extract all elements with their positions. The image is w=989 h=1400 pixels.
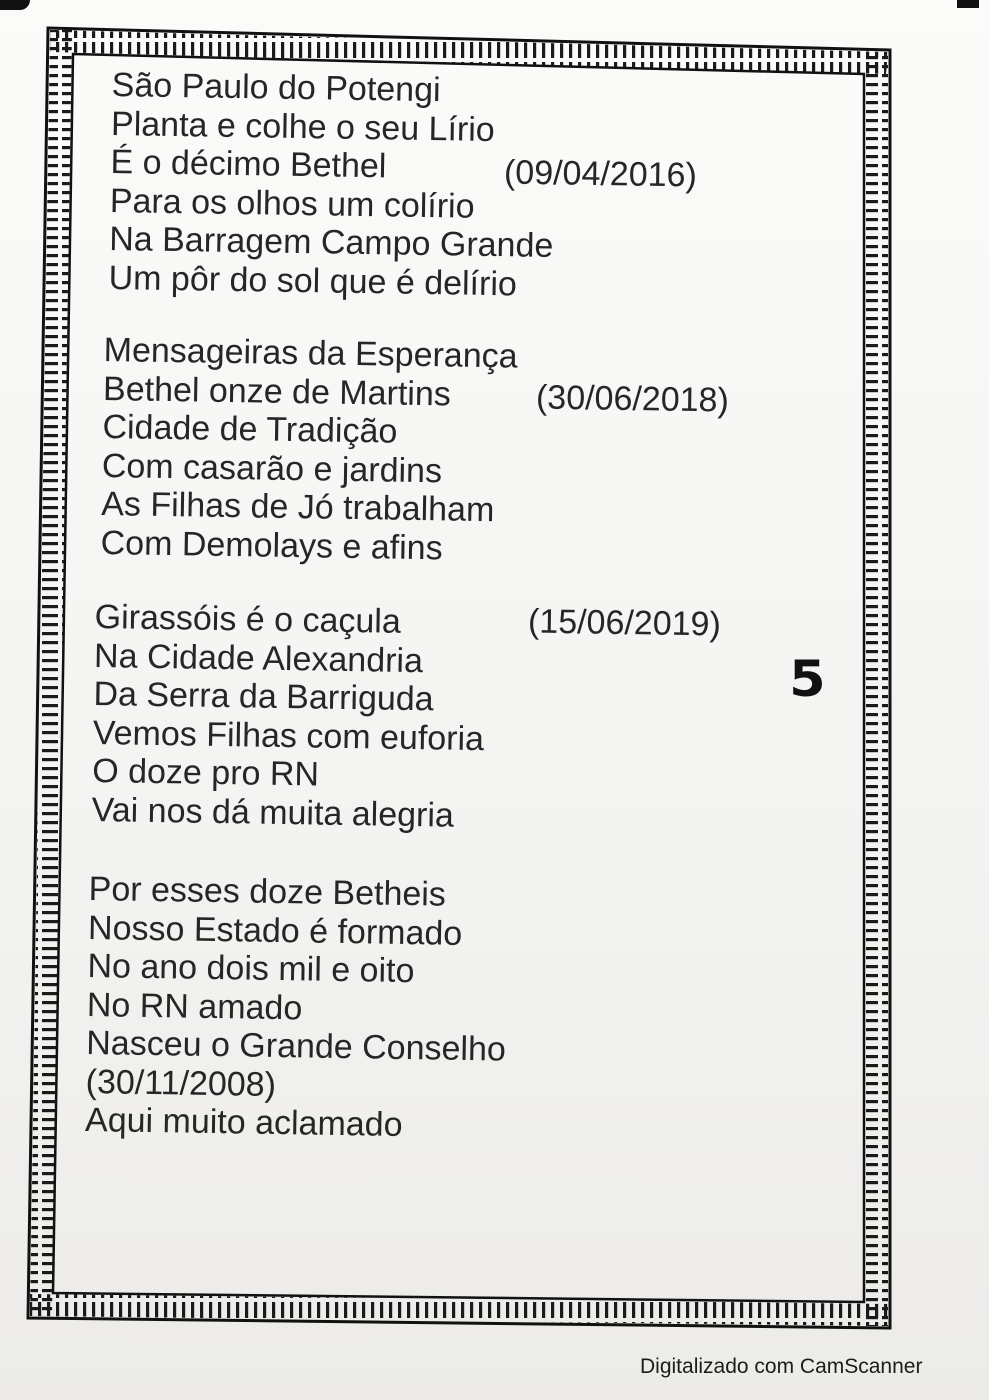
stanza-4 [85,870,509,1146]
poem-line: O doze pro RN [91,751,320,794]
poem-line: Para os olhos um colírio [109,181,475,226]
poem-line: Um pôr do sol que é delírio [108,258,518,303]
poem-line: As Filhas de Jó trabalham [100,484,495,530]
stanza-3 [91,598,486,835]
poem-line: Na Barragem Campo Grande [108,219,554,265]
poem-line: Vemos Filhas com euforia [92,713,485,758]
poem-line: Vai nos dá muita alegria [91,790,455,835]
stanza-2-date: (30/06/2018) [535,378,730,420]
page-number: 5 [789,650,826,708]
poem-line: Com Demolays e afins [100,523,443,567]
poem-line: Da Serra da Barriguda [93,674,434,719]
poem-line: No ano dois mil e oito [87,946,415,991]
poem-line: (30/11/2008) [85,1062,277,1104]
poem-line: É o décimo Bethel [110,142,387,186]
stanza-1 [108,66,556,304]
poem-line: Bethel onze de Martins [102,369,452,413]
poem-line: Nasceu o Grande Conselho [85,1023,507,1069]
poem-line: Por esses doze Betheis [88,870,447,914]
poem-line: Na Cidade Alexandria [93,636,424,680]
scanner-watermark: Digitalizado com CamScanner [640,1355,923,1378]
stanza-2 [100,331,517,568]
poem-line: Nosso Estado é formado [87,908,463,953]
poem-line: Mensageiras da Esperança [103,331,518,376]
poem-line: São Paulo do Potengi [111,66,441,110]
poem-line: Com casarão e jardins [101,446,443,490]
stanza-3-date: (15/06/2019) [527,602,722,644]
poem-line: Planta e colhe o seu Lírio [110,104,496,149]
poem-line: No RN amado [86,985,303,1027]
poem-line: Cidade de Tradição [102,407,398,451]
stanza-1-date: (09/04/2016) [503,153,698,195]
poem-line: Aqui muito aclamado [84,1100,403,1144]
poem-line: Girassóis é o caçula [94,598,402,641]
